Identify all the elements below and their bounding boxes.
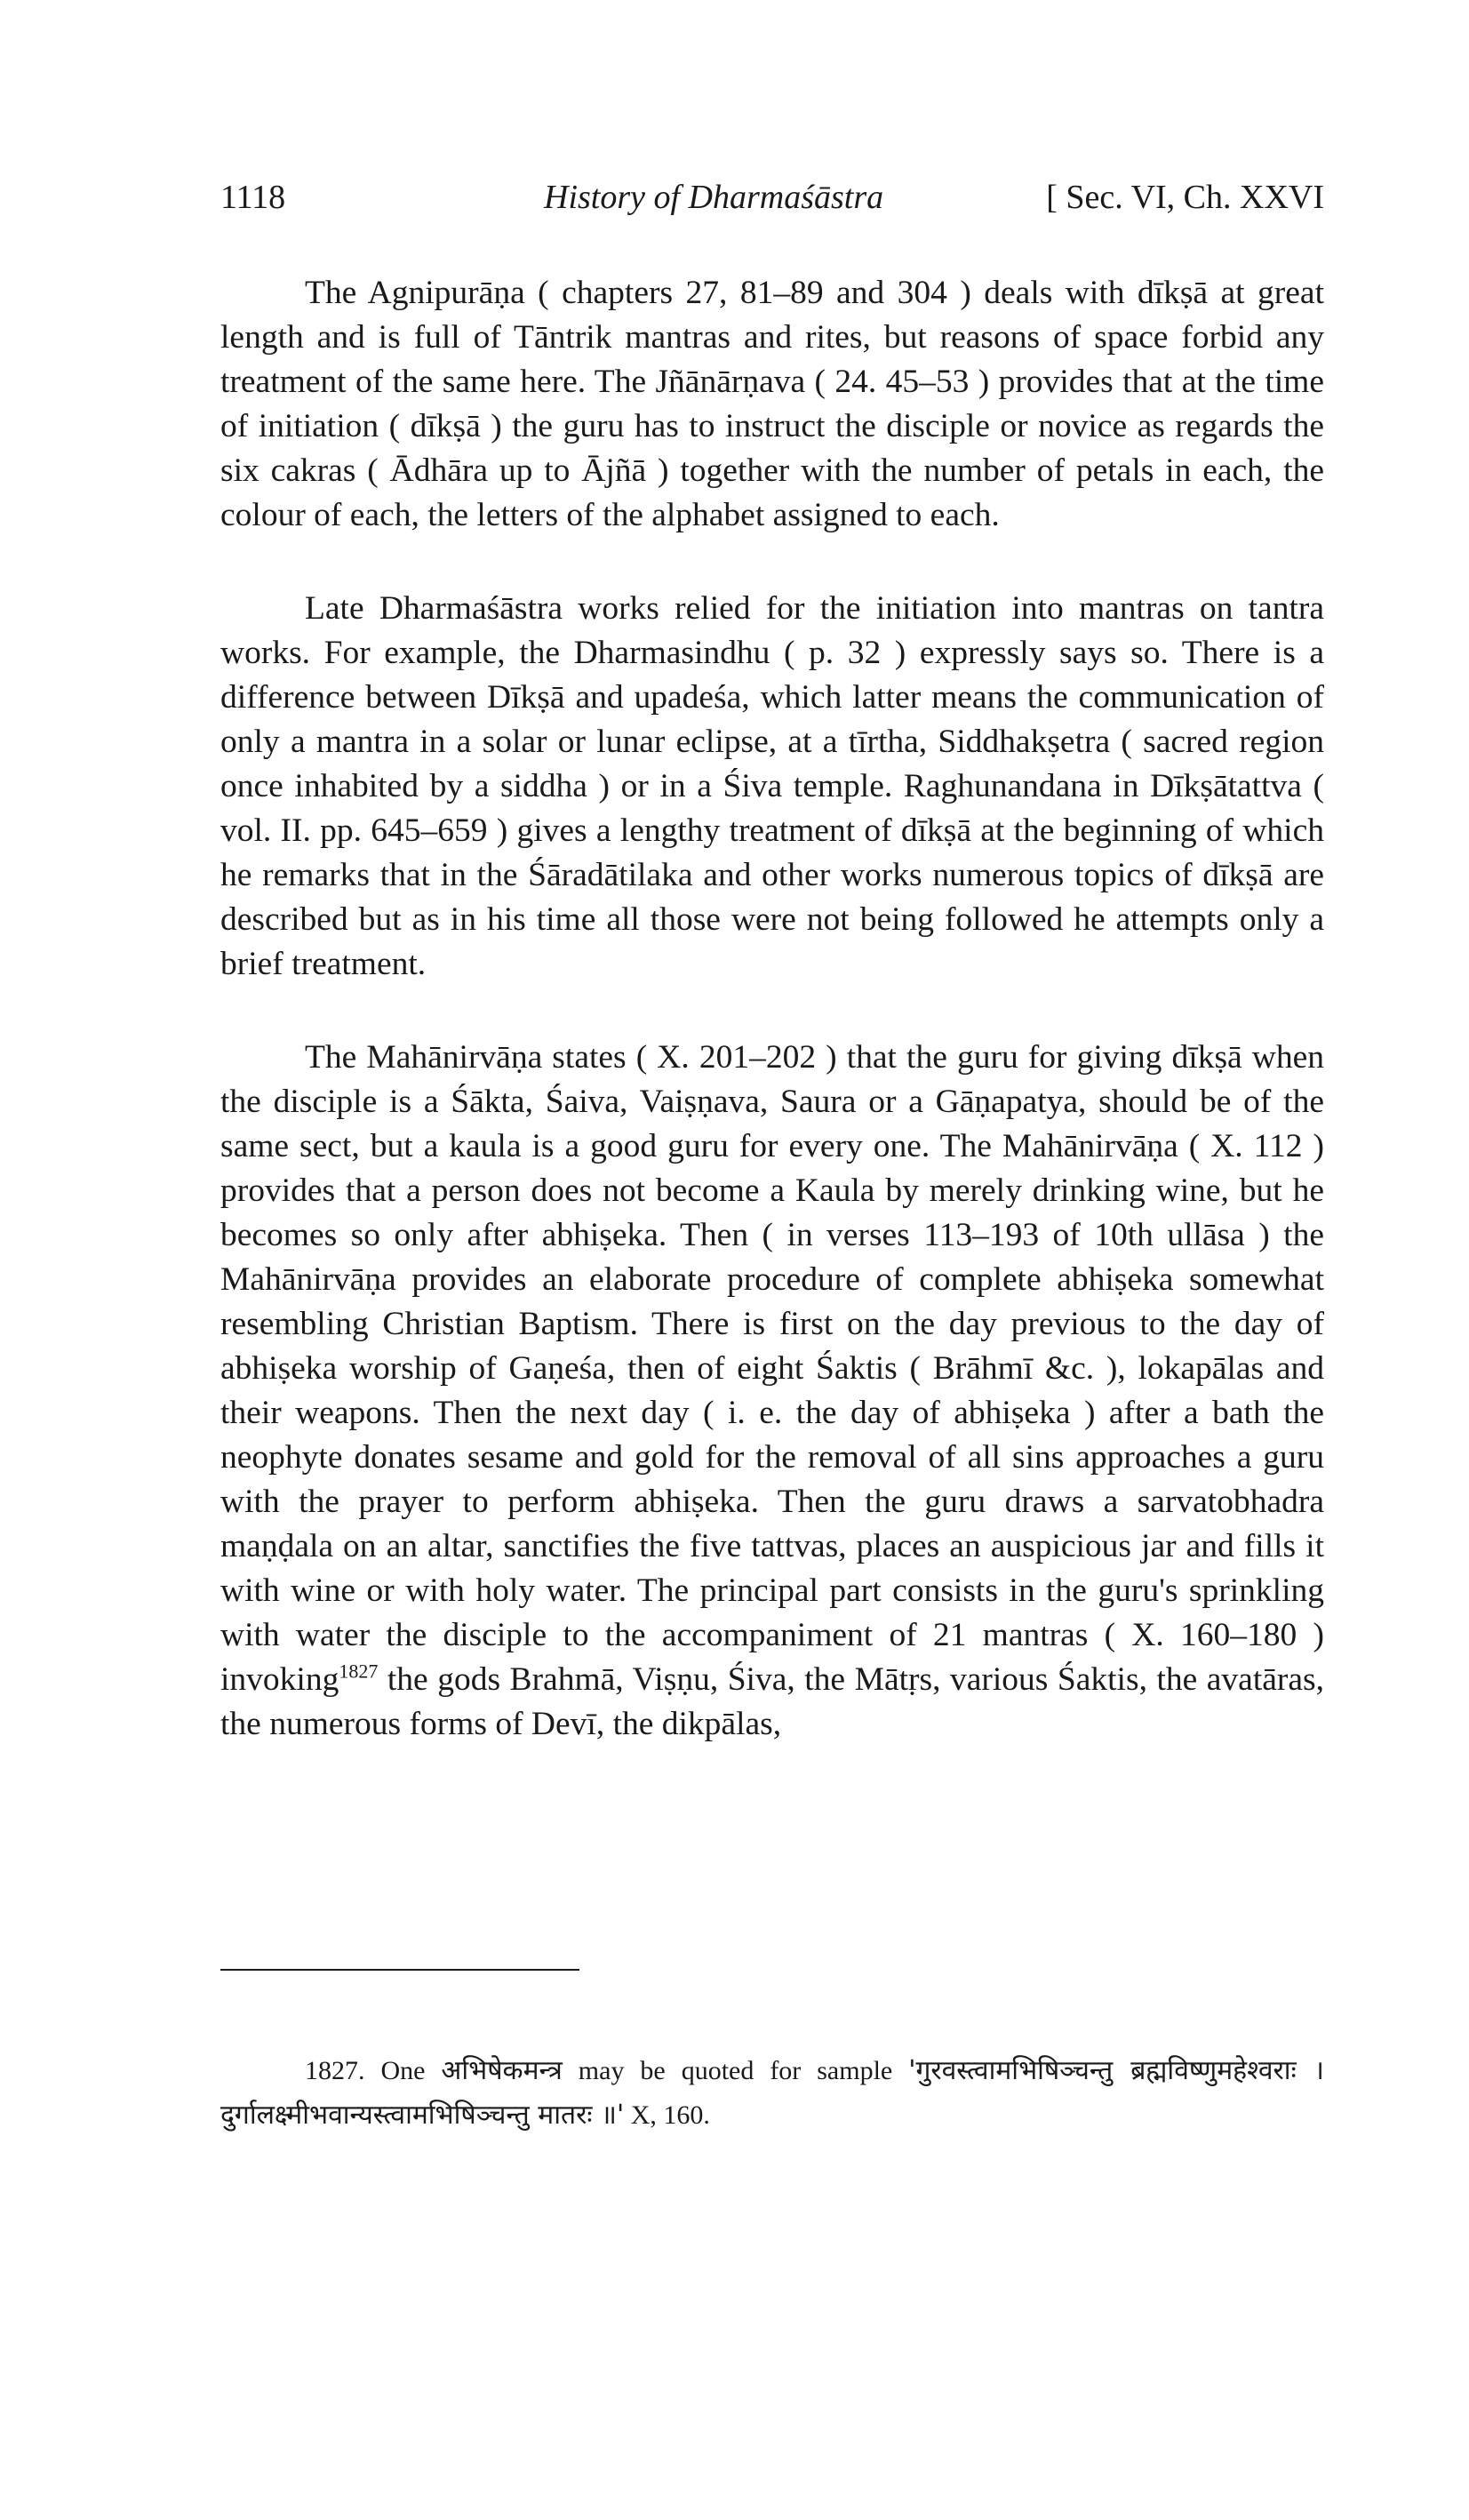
- page-number: 1118: [220, 179, 286, 216]
- footnote-divider: [220, 1969, 579, 1971]
- footnote-1827: [220, 2049, 1324, 2138]
- footnote-text-b: may be quoted for sample: [562, 2056, 909, 2085]
- footnote-reference-1827[interactable]: 1827: [339, 1660, 379, 1683]
- page-header: [220, 178, 1324, 222]
- paragraph-mahanirvana-text-a: The Mahānirvāṇa states ( X. 201–202 ) that the guru for giving dīkṣā when the disciple is a Śākta, Śaiva, Vaiṣṇava, Saura or a Gāṇapatya, should be of the same sect, but a kaula is a good guru for every one. The Mahānirvāṇa ( X. 112 ) provides that a person does not become a Kaula by merely drinking wine, but he becomes so only after abhiṣeka. Then ( in verses 113–193 of 10th ullāsa ) the Mahānirvāṇa provides an elaborate procedure of complete abhiṣeka somewhat resembling Christian Baptism. There is first on the day previous to the day of abhiṣeka worship of Gaṇeśa, then of eight Śaktis ( Brāhmī &c. ), lokapālas and their weapons. Then the next day ( i. e. the day of abhiṣeka ) after a bath the neophyte donates sesame and gold for the removal of all sins approaches a guru with the prayer to perform abhiṣeka. Then the guru draws a sarvatobhadra maṇḍala on an altar, sanctifies the five tattvas, places an auspicious jar and fills it with wine or with holy water. The principal part consists in the guru's sprinkling with water the disciple to the accompaniment of 21 mantras ( X. 160–180 ) invoking: [220, 1039, 1324, 1698]
- section-reference: [ Sec. VI, Ch. XXVI: [1046, 179, 1324, 216]
- paragraph-agnipurana: The Agnipurāṇa ( chapters 27, 81–89 and 304 ) deals with dīkṣā at great length and is full of Tāntrik mantras and rites, but reasons of space forbid any treatment of the same here. The Jñānārṇava ( 24. 45–53 ) provides that at the time of initiation ( dīkṣā ) the guru has to instruct the disciple or novice as regards the six cakras ( Ādhāra up to Ājñā ) together with the number of petals in each, the colour of each, the letters of the alphabet assigned to each.: [220, 275, 1324, 533]
- footnote-number: 1827.: [305, 2056, 365, 2085]
- footnote-sanskrit-term: अभिषेकमन्त्र: [441, 2055, 563, 2086]
- body-text: [220, 271, 1324, 1796]
- footnote-text-a: One: [364, 2056, 442, 2085]
- paragraph-late-dharmasastra: Late Dharmaśāstra works relied for the initiation into mantras on tantra works. For example, the Dharmasindhu ( p. 32 ) expressly says so. There is a difference between Dīkṣā and upadeśa, which latter means the communication of only a mantra in a solar or lunar eclipse, at a tīrtha, Siddhakṣetra ( sacred region once inhabited by a siddha ) or in a Śiva temple. Raghunandana in Dīkṣātattva ( vol. II. pp. 645–659 ) gives a lengthy treatment of dīkṣā at the beginning of which he remarks that in the Śāradātilaka and other works numerous topics of dīkṣā are described but as in his time all those were not being followed he attempts only a brief treatment.: [220, 590, 1324, 982]
- paragraph-mahanirvana: [220, 1036, 1324, 1747]
- footnote-sanskrit-quote: 'गुरवस्त्वामभिषिञ्चन्तु ब्रह्मविष्णुमहेश्वराः । दुर्गालक्ष्मीभवान्यस्त्वामभिषिञ्चन्तु मातरः ॥': [220, 2055, 1325, 2131]
- running-title: History of Dharmaśāstra: [544, 179, 884, 216]
- footnote-citation: X, 160.: [624, 2100, 710, 2130]
- paragraph-mahanirvana-text-b: the gods Brahmā, Viṣṇu, Śiva, the Mātṛs, various Śaktis, the avatāras, the numerous forms of Devī, the dikpālas,: [220, 1661, 1324, 1742]
